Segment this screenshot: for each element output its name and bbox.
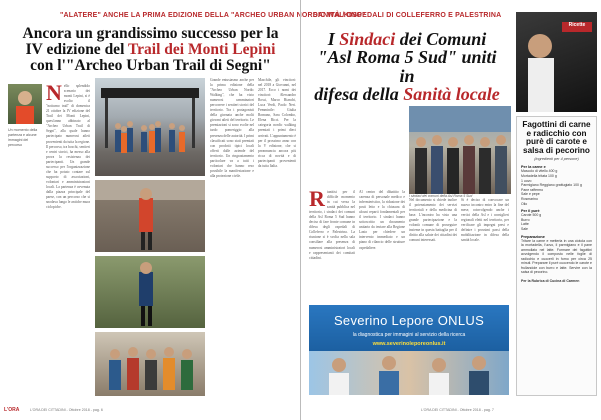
right-headline-part1: dei Comuni bbox=[395, 29, 487, 49]
right-col3-text: Nel documento si chiede inoltre il potenziamento dei servizi territoriali e della medicina di base. L'incontro ha visto una grande partecipazione e la volontà comune di proseguire insieme in questa battaglia per il diritto alla salute dei cittadini dei comuni interessati. bbox=[409, 198, 457, 243]
ingredient-item: Rosmarino bbox=[521, 196, 538, 201]
ad-tagline: la diagnostica per immagini al servizio della ricerca bbox=[352, 332, 466, 338]
right-headline-highlight1: Sindaci bbox=[339, 29, 396, 49]
right-headline-highlight2: Sanità locale bbox=[403, 84, 500, 105]
ingredient-item: Parmigiano Reggiano grattugiato 100 g bbox=[521, 183, 582, 188]
left-footer-logo: L'ORA bbox=[4, 407, 20, 413]
ingredient-item: Pane raffermo bbox=[521, 187, 544, 192]
left-page-number: L'ORA DEI CITTADINI - Ottobre 2018 - pag. 6 bbox=[30, 408, 103, 412]
recipe-subtitle: (ingredienti per 4 persone) bbox=[534, 157, 579, 162]
runner-photo-1-icon bbox=[95, 180, 205, 252]
right-headline bbox=[309, 30, 505, 103]
runner-photo-2-icon bbox=[95, 256, 205, 328]
right-page-number: L'ORA DEI CITTADINI - Ottobre 2018 - pag. 7 bbox=[421, 408, 494, 412]
runner-photo-1 bbox=[95, 180, 205, 252]
left-dropcap: N bbox=[46, 80, 62, 105]
race-start-illustration-icon bbox=[95, 78, 205, 176]
group-runners-photo bbox=[95, 332, 205, 396]
recipe-title: Fagottini di carne e radicchio con purè di carote e salsa di pecorino bbox=[522, 120, 591, 155]
runner-photo-2 bbox=[95, 256, 205, 328]
right-kicker: SANITÀ / OSPEDALI DI COLLEFERRO E PALESTRINA bbox=[313, 12, 502, 19]
recipe-method: Tritare la carne e metterla in una ciotola con la mortadella, l'uovo, il parmigiano e il pane ammollato nel latte. Formare dei fagottini avvolgendo il composto nelle foglie di radicchio e cuocerli in forno per circa 25 minuti. Preparare il purè cuocendo le carote e frullandole con burro e latte. Servire con la salsa di pecorino. bbox=[521, 238, 592, 274]
left-headline-part1: Ancora un grandissimo successo per la IV edizione del bbox=[22, 25, 279, 58]
ingredient-item: Sale e pepe bbox=[521, 192, 540, 197]
left-headline bbox=[18, 26, 283, 73]
ad-url-link[interactable]: www.severinoleporeonlus.it bbox=[372, 341, 446, 347]
right-footer bbox=[301, 406, 601, 416]
right-article-col3 bbox=[409, 198, 457, 302]
ingredient-item: Latte bbox=[521, 222, 529, 227]
right-article-col1 bbox=[309, 186, 355, 302]
left-headline-part2: con l' bbox=[30, 56, 66, 74]
mayors-group-photo bbox=[409, 106, 511, 194]
left-article-col1 bbox=[46, 80, 91, 400]
runner-portrait-photo bbox=[8, 84, 42, 124]
left-footer bbox=[0, 406, 300, 416]
recipe-header-photo bbox=[516, 12, 597, 112]
right-col2-text: Al centro del dibattito la carenza di personale medico e infermieristico, la riduzione dei posti letto e la chiusura di alcuni reparti fondamentali per il territorio. I sindaci hanno sottoscritto un documento unitario da inviare alla Regione Lazio per chiedere un intervento immediato e un piano di rilancio delle strutture ospedaliere. bbox=[359, 190, 405, 250]
mayors-group-icon bbox=[409, 106, 511, 194]
ad-image-strip bbox=[309, 351, 509, 395]
runner-portrait-icon bbox=[8, 84, 42, 124]
recipe-section-pure: Per il purè bbox=[521, 209, 540, 214]
recipe-ingredients-pure bbox=[521, 213, 592, 231]
left-headline-highlight: Trail dei Monti Lepini bbox=[127, 40, 276, 58]
right-article-col2 bbox=[359, 190, 405, 302]
right-page bbox=[300, 0, 600, 420]
onlus-advertisement[interactable] bbox=[309, 305, 509, 395]
right-headline-part3: difesa della bbox=[314, 84, 404, 105]
recipe-author: Per la Rubrica di Cucina di Carmen bbox=[521, 278, 580, 283]
right-col1-text: iunitisi per il difficile momento in cui versa la sanità pubblica nel territorio, i sindaci dei comuni della Asl Roma 5 Sud hanno deciso di fare fronte comune in difesa degli ospedali di Colleferro e Palestrina. La riunione si è svolta nella sala consiliare alla presenza di numerosi amministratori locali e rappresentanti dei comitati cittadini. bbox=[309, 190, 355, 260]
group-runners-icon bbox=[95, 332, 205, 396]
ingredient-item: Mortadella tritata 100 g bbox=[521, 173, 557, 178]
ingredient-item: Carote 500 g bbox=[521, 213, 542, 218]
right-col4-text: Si è deciso di convocare un nuovo incontro entro la fine del mese, coinvolgendo anche i vertici della Asl e i consiglieri regionali eletti nel territorio, per verificare gli impegni presi e definire i prossimi passi della mobilitazione in difesa della sanità locale. bbox=[461, 198, 509, 243]
mayors-photo-caption: I sindaci dei comuni della Asl Roma 5 Sud bbox=[409, 194, 473, 198]
recipe-section-meat: Per la carne e bbox=[521, 165, 546, 170]
ingredient-item: Burro bbox=[521, 217, 530, 222]
right-article-col4 bbox=[461, 198, 509, 302]
race-start-photo bbox=[95, 78, 205, 176]
left-col1-text: ello splendido scenario dei monti Lepini, si è svolto il "notturno trail" di domenica 21 ottobre la IV edizione del Trail dei Monti Lepini, quest'anno abbinato al "Archeo Urban Trail di Segni", alla quale hanno partecipato numerosi atleti provenienti da tutta la regione. Il percorso, tra boschi, sentieri e centri storici, ha messo alla prova la resistenza dei partecipanti. Un grande successo per l'organizzazione che ha potuto contare sul supporto di associazioni, volontari e amministrazioni locali. La partenza è avvenuta dalla piazza principale del paese, con un percorso che si snodava lungo le antiche mura ciclopiche. bbox=[46, 84, 91, 210]
left-col3-text: Maschile, gli vincitori: nel 2018 a Giovanni, nel 2017. Ecco i nomi dei vincitori: Alessandro Rossi, Marco Bianchi, Luca Verdi, Paolo Neri. Femminile: Giulia Romano, Sara Colombo, Elena Ricci. Per la categoria nordic walking premiati i primi dieci arrivati. L'appuntamento è per il prossimo anno con la V edizione, che si preannuncia ancora più ricca di novità e di partecipanti provenienti da tutta Italia. bbox=[258, 78, 296, 168]
ad-title: Severino Lepore ONLUS bbox=[333, 313, 485, 328]
ingredient-item: Sale bbox=[521, 226, 529, 231]
left-kicker: "ALATERE" ANCHE LA PRIMA EDIZIONE DELLA "ARCHEO URBAN NORDIC WALKING" bbox=[60, 12, 366, 19]
right-headline-pre: I bbox=[327, 29, 340, 49]
recipe-section-method: Preparazione bbox=[521, 234, 545, 239]
left-col2-text: Grande entusiasmo anche per la prima edizione della "Archeo Urban Nordic Walking", che ha visto numerosi camminatori percorrere i sentieri storici del territorio. Tra i protagonisti della giornata anche molti giovani atleti del territorio. Le premiazioni si sono svolte nel tardo pomeriggio alla presenza delle autorità. I primi classificati sono stati premiati con prodotti tipici locali offerti dalle aziende del territorio. Un ringraziamento particolare va a tutti i volontari che hanno reso possibile la manifestazione e alla protezione civile. bbox=[210, 78, 255, 178]
left-caption: Un momento della partenza e alcune immagini del percorso bbox=[8, 128, 38, 147]
recipe-brand: Ricette bbox=[568, 22, 586, 28]
ingredient-item: Olio bbox=[521, 201, 528, 206]
ad-people-icon bbox=[309, 351, 509, 395]
ingredient-item: Mascolo di vitello 400 g bbox=[521, 169, 558, 174]
left-headline-part3: "Archeo Urban Trail di Segni" bbox=[65, 56, 271, 74]
recipe-sidebar bbox=[516, 116, 597, 396]
ingredient-item: 1 uovo bbox=[521, 178, 532, 183]
left-article-col3 bbox=[258, 78, 296, 398]
left-article-col2 bbox=[210, 78, 254, 398]
recipe-ingredients-meat bbox=[521, 169, 592, 206]
right-headline-part2: "Asl Roma 5 Sud" uniti in bbox=[317, 47, 497, 86]
right-dropcap: R bbox=[309, 186, 325, 211]
